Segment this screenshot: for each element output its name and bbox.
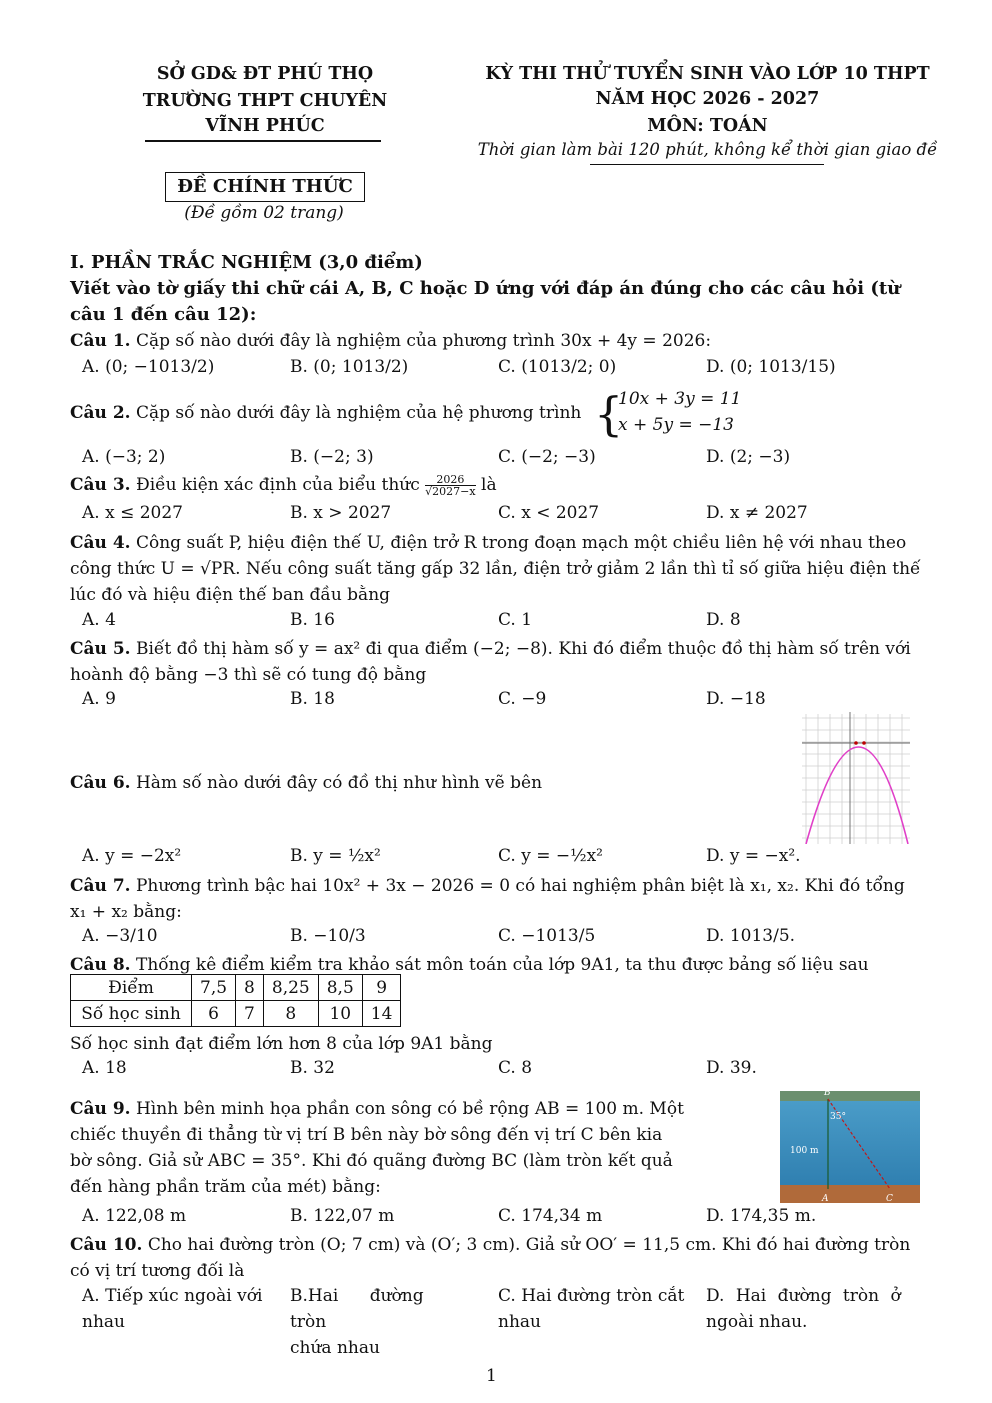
q4-option-c[interactable]: C. 1: [498, 610, 533, 630]
q2-eq1: 10x + 3y = 11: [618, 389, 742, 409]
q7-line2: x₁ + x₂ bằng:: [70, 902, 182, 922]
q2-body: Cặp số nào dưới đây là nghiệm của hệ phương trình: [135, 403, 582, 423]
table-cell: 8: [236, 975, 264, 1001]
q2-label: Câu 2.: [70, 403, 131, 423]
q10-option-d-line1: D. Hai đường tròn ở: [706, 1286, 901, 1306]
table-cell: 8,25: [263, 975, 318, 1001]
table-cell: 14: [362, 1001, 401, 1027]
q3-label: Câu 3.: [70, 475, 131, 495]
q3-option-b[interactable]: B. x > 2027: [290, 503, 392, 523]
page-number: 1: [486, 1366, 497, 1386]
school-dept: SỞ GD& ĐT PHÚ THỌ: [156, 64, 374, 84]
section-instructions: Viết vào tờ giấy thi chữ cái A, B, C hoặc D ứng với đáp án đúng cho các câu hỏi (từ câu 1 đến câu 12):: [70, 278, 901, 325]
q10-line1: [70, 1232, 930, 1258]
q9-option-b[interactable]: B. 122,07 m: [290, 1206, 395, 1226]
riverbank-bottom: [780, 1185, 920, 1203]
table-cell: Điểm: [71, 975, 192, 1001]
q8-option-b[interactable]: B. 32: [290, 1058, 335, 1078]
q8-label: Câu 8.: [70, 955, 131, 975]
header-rule-left: [145, 140, 381, 142]
q4-line1: [70, 530, 930, 556]
q10-option-a-line2: nhau: [82, 1312, 125, 1332]
q10-option-a-line1: A. Tiếp xúc ngoài với: [82, 1286, 263, 1306]
table-cell: 7,5: [192, 975, 236, 1001]
q6-option-d[interactable]: D. y = −x².: [706, 846, 801, 866]
q4-option-d[interactable]: D. 8: [706, 610, 741, 630]
table-row: [71, 1001, 401, 1027]
label-c: C: [886, 1194, 893, 1203]
q6-body: Hàm số nào dưới đây có đồ thị như hình vẽ bên: [135, 773, 543, 793]
exam-duration: Thời gian làm bài 120 phút, không kể thời gian giao đề: [477, 140, 938, 159]
q6-label: Câu 6.: [70, 773, 131, 793]
school-name: TRƯỜNG THPT CHUYÊN: [142, 91, 388, 111]
q4-label: Câu 4.: [70, 533, 131, 553]
q9-option-c[interactable]: C. 174,34 m: [498, 1206, 603, 1226]
school-city: VĨNH PHÚC: [205, 116, 325, 136]
table-cell: 8: [263, 1001, 318, 1027]
label-angle: 35°: [830, 1112, 846, 1122]
q5-body: Biết đồ thị hàm số y = ax² đi qua điểm (−2; −8). Khi đó điểm thuộc đồ thị hàm số trên với: [135, 639, 911, 659]
label-width: 100 m: [790, 1146, 819, 1156]
q5-option-b[interactable]: B. 18: [290, 689, 335, 709]
q2-eq2: x + 5y = −13: [618, 415, 734, 435]
label-a: A: [822, 1194, 829, 1203]
q8-body: Thống kê điểm kiểm tra khảo sát môn toán của lớp 9A1, ta thu được bảng số liệu sau: [135, 955, 869, 975]
q5-line1: [70, 636, 930, 662]
q9-river-figure: [780, 1085, 920, 1203]
q3-numerator: 2026: [425, 474, 475, 486]
q6-option-b[interactable]: B. y = ½x²: [290, 846, 381, 866]
vertex-point: [854, 741, 858, 745]
q2-brace: {: [594, 387, 624, 441]
table-cell: 9: [362, 975, 401, 1001]
q10-option-b[interactable]: [290, 1283, 480, 1361]
q4-line2: công thức U = √PR. Nếu công suất tăng gấp 32 lần, điện trở giảm 2 lần thì tỉ số giữa hiệu điện thế: [70, 559, 921, 579]
q1-label: Câu 1.: [70, 331, 131, 351]
q1-option-d[interactable]: D. (0; 1013/15): [706, 357, 836, 377]
point-marker: [862, 741, 866, 745]
q4-option-b[interactable]: B. 16: [290, 610, 335, 630]
table-cell: 6: [192, 1001, 236, 1027]
q8-score-table: [70, 974, 401, 1027]
page-count: (Đề gồm 02 trang): [184, 203, 344, 223]
q5-option-c[interactable]: C. −9: [498, 689, 547, 709]
q6-option-c[interactable]: C. y = −½x²: [498, 846, 603, 866]
q7-option-a[interactable]: A. −3/10: [82, 926, 158, 946]
q8-option-c[interactable]: C. 8: [498, 1058, 533, 1078]
q5-line2: hoành độ bằng −3 thì sẽ có tung độ bằng: [70, 665, 427, 685]
q2-option-d[interactable]: D. (2; −3): [706, 447, 791, 467]
q9-line3: bờ sông. Giả sử ABC = 35°. Khi đó quãng đường BC (làm tròn kết quả: [70, 1151, 673, 1171]
q1-body: Cặp số nào dưới đây là nghiệm của phương trình 30x + 4y = 2026:: [135, 331, 712, 351]
q3-tail: là: [481, 475, 497, 495]
q3-option-d[interactable]: D. x ≠ 2027: [706, 503, 808, 523]
q9-line4: đến hàng phần trăm của mét) bằng:: [70, 1177, 381, 1197]
q6-text: [70, 770, 930, 796]
q6-option-a[interactable]: A. y = −2x²: [82, 846, 182, 866]
q10-option-c[interactable]: [498, 1283, 698, 1335]
q2-option-c[interactable]: C. (−2; −3): [498, 447, 596, 467]
river-water: [780, 1101, 920, 1187]
q3-denominator: √2027−x: [425, 485, 476, 498]
label-b: B: [824, 1088, 831, 1098]
q3-fraction: [425, 474, 475, 497]
q1-option-b[interactable]: B. (0; 1013/2): [290, 357, 409, 377]
q10-option-d[interactable]: [706, 1283, 906, 1335]
q8-question: Số học sinh đạt điểm lớn hơn 8 của lớp 9A1 bằng: [70, 1034, 493, 1054]
q2-text: [70, 400, 930, 426]
q6-parabola-graph: [802, 712, 910, 844]
q10-option-c-line1: C. Hai đường tròn cắt: [498, 1286, 685, 1306]
table-cell: Số học sinh: [71, 1001, 192, 1027]
q10-body: Cho hai đường tròn (O; 7 cm) và (O′; 3 cm). Giả sử OO′ = 11,5 cm. Khi đó hai đường tròn: [147, 1235, 911, 1255]
q1-option-a[interactable]: A. (0; −1013/2): [82, 357, 215, 377]
graph-grid: [802, 714, 910, 844]
q7-label: Câu 7.: [70, 876, 131, 896]
table-cell: 7: [236, 1001, 264, 1027]
q1-option-c[interactable]: C. (1013/2; 0): [498, 357, 617, 377]
q4-option-a[interactable]: A. 4: [82, 610, 116, 630]
official-stamp: ĐỀ CHÍNH THỨC: [165, 172, 365, 202]
q7-body: Phương trình bậc hai 10x² + 3x − 2026 = 0 có hai nghiệm phân biệt là x₁, x₂. Khi đó tổng: [135, 876, 905, 896]
q9-body: Hình bên minh họa phần con sông có bề rộng AB = 100 m. Một: [135, 1099, 684, 1119]
q7-option-c[interactable]: C. −1013/5: [498, 926, 596, 946]
q10-option-b-line2: chứa nhau: [290, 1338, 380, 1358]
table-cell: 8,5: [318, 975, 362, 1001]
exam-title: KỲ THI THỬ TUYỂN SINH VÀO LỚP 10 THPT: [485, 64, 930, 84]
header-rule-right: [590, 164, 824, 165]
exam-year: NĂM HỌC 2026 - 2027: [595, 89, 820, 109]
q7-option-b[interactable]: B. −10/3: [290, 926, 366, 946]
table-cell: 10: [318, 1001, 362, 1027]
q1-text: [70, 328, 930, 354]
q4-line3: lúc đó và hiệu điện thế ban đầu bằng: [70, 585, 391, 605]
exam-subject: MÔN: TOÁN: [647, 116, 768, 136]
q10-option-a[interactable]: [82, 1283, 272, 1335]
section-title: I. PHẦN TRẮC NGHIỆM (3,0 điểm): [70, 252, 423, 273]
q3-option-c[interactable]: C. x < 2027: [498, 503, 600, 523]
q9-option-d[interactable]: D. 174,35 m.: [706, 1206, 817, 1226]
q10-label: Câu 10.: [70, 1235, 143, 1255]
q3-body: Điều kiện xác định của biểu thức: [135, 475, 420, 495]
q5-option-a[interactable]: A. 9: [82, 689, 116, 709]
q3-option-a[interactable]: A. x ≤ 2027: [82, 503, 183, 523]
q5-label: Câu 5.: [70, 639, 131, 659]
q5-option-d[interactable]: D. −18: [706, 689, 766, 709]
q8-option-d[interactable]: D. 39.: [706, 1058, 757, 1078]
q9-option-a[interactable]: A. 122,08 m: [82, 1206, 187, 1226]
q10-option-d-line2: ngoài nhau.: [706, 1312, 808, 1332]
q8-option-a[interactable]: A. 18: [82, 1058, 127, 1078]
q2-option-a[interactable]: A. (−3; 2): [82, 447, 166, 467]
q7-option-d[interactable]: D. 1013/5.: [706, 926, 796, 946]
q9-line2: chiếc thuyền đi thẳng từ vị trí B bên này bờ sông đến vị trí C bên kia: [70, 1125, 663, 1145]
q9-label: Câu 9.: [70, 1099, 131, 1119]
q10-line2: có vị trí tương đối là: [70, 1261, 245, 1281]
q4-body: Công suất P, hiệu điện thế U, điện trở R trong đoạn mạch một chiều liên hệ với nhau theo: [135, 533, 907, 553]
q2-option-b[interactable]: B. (−2; 3): [290, 447, 374, 467]
q10-option-c-line2: nhau: [498, 1312, 541, 1332]
parabola-curve: [806, 747, 908, 844]
q7-line1: [70, 873, 930, 899]
q9-line1: [70, 1096, 690, 1122]
q10-option-b-line1: B.Hai đường tròn: [290, 1286, 424, 1332]
q3-text: [70, 472, 930, 498]
table-row: [71, 975, 401, 1001]
